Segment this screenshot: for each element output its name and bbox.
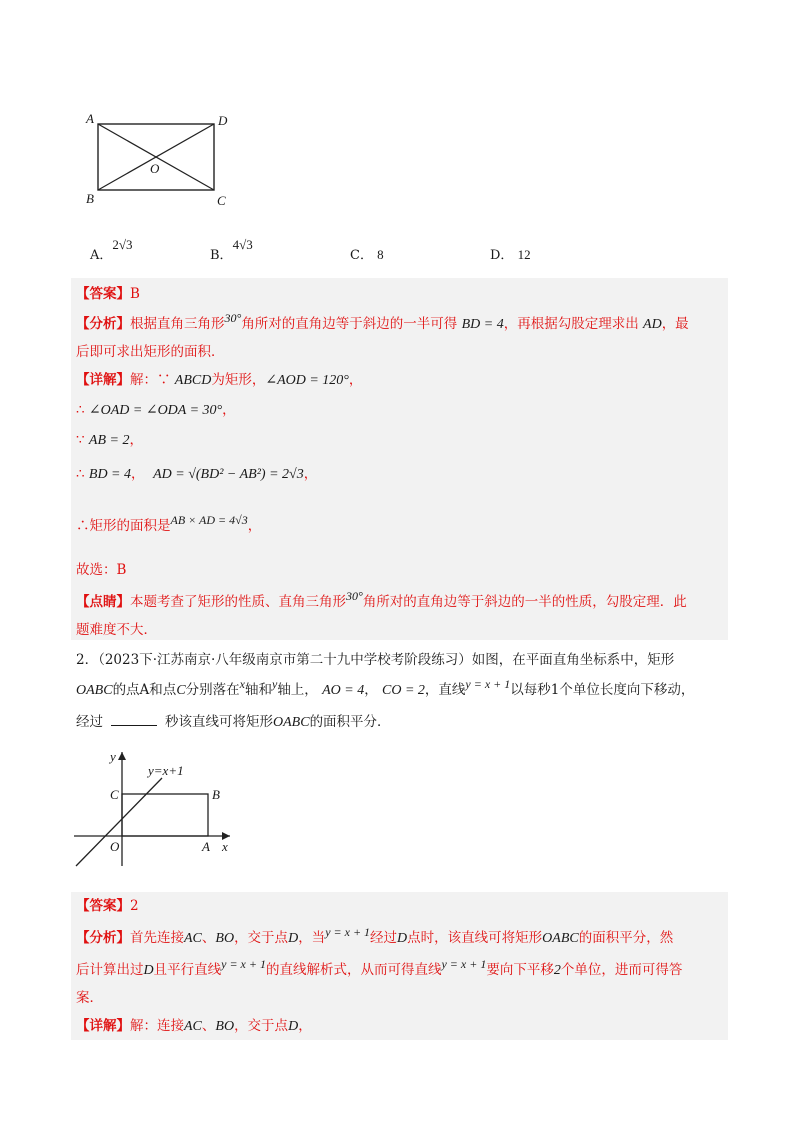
q1-comment-line2: 题难度不大．: [76, 622, 157, 638]
label-C: C: [217, 193, 226, 208]
axis-x-label: x: [222, 839, 228, 854]
q1-detail-line3: ∵ AB = 2，: [76, 432, 143, 448]
answer-options: [90, 236, 710, 266]
point-A-label: A: [202, 839, 210, 854]
q2-answer: 【答案】2: [76, 898, 139, 914]
point-B-label: B: [212, 787, 220, 802]
rectangle-figure: [80, 108, 240, 208]
q1-detail-line4: ∴ BD = 4， AD = √(BD² − AB²) = 2√3，: [76, 466, 318, 482]
q1-choose: 故选：B: [76, 562, 127, 578]
rectangle-diagram: [80, 108, 240, 208]
label-B: B: [86, 191, 94, 206]
q1-analysis-line1: 【分析】根据直角三角形30°角所对的直角边等于斜边的一半可得 BD = 4，再根据勾股定理求出 AD，最: [76, 311, 689, 332]
point-C-label: C: [110, 787, 119, 802]
q1-comment-line1: 【点睛】本题考查了矩形的性质、直角三角形30°角所对的直角边等于斜边的一半的性质，勾股定理．此: [76, 589, 687, 610]
point-O-label: O: [110, 839, 120, 854]
answer-blank[interactable]: [111, 713, 157, 726]
option-b[interactable]: B．4√3: [210, 237, 253, 263]
label-D: D: [218, 113, 228, 128]
option-c[interactable]: C． 8: [350, 247, 384, 263]
label-O: O: [150, 161, 160, 176]
q2-analysis-line1: 【分析】首先连接AC、BO，交于点D，当y = x + 1经过D点时，该直线可将矩形OABC的面积平分，然: [76, 925, 674, 946]
q2-line2: OABC的点A和点C分别落在x轴和y轴上， AO = 4， CO = 2，直线y = x + 1以每秒1个单位长度向下移动，: [76, 677, 695, 698]
q1-answer: 【答案】B: [76, 286, 140, 302]
q1-detail-line2: ∴ ∠OAD = ∠ODA = 30°，: [76, 402, 236, 418]
line-label: y=x+1: [148, 763, 184, 778]
option-a[interactable]: A．2√3: [90, 237, 133, 263]
label-A: A: [86, 111, 94, 126]
q1-detail-line1: 【详解】解：∵ ABCD为矩形，∠AOD = 120°，: [76, 372, 363, 388]
q2-analysis-line2: 后计算出过D且平行直线y = x + 1的直线解析式，从而可得直线y = x + 1要向下平移2个单位，进而可得答: [76, 957, 683, 978]
coordinate-figure: [70, 748, 240, 870]
q1-detail-line5: ∴矩形的面积是AB × AD = 4√3，: [76, 513, 262, 534]
q2-line3: 经过 秒该直线可将矩形OABC的面积平分．: [76, 714, 391, 730]
q2-line1: 2．（2023下·江苏南京·八年级南京市第二十九中学校考阶段练习）如图，在平面直角坐标系中，矩形: [76, 652, 675, 668]
q2-detail-line1: 【详解】解：连接AC、BO，交于点D，: [76, 1018, 312, 1034]
q1-analysis-line2: 后即可求出矩形的面积．: [76, 344, 225, 360]
axis-y-label: y: [110, 749, 116, 764]
q2-analysis-line3: 案．: [76, 990, 103, 1006]
option-d[interactable]: D． 12: [490, 247, 531, 263]
